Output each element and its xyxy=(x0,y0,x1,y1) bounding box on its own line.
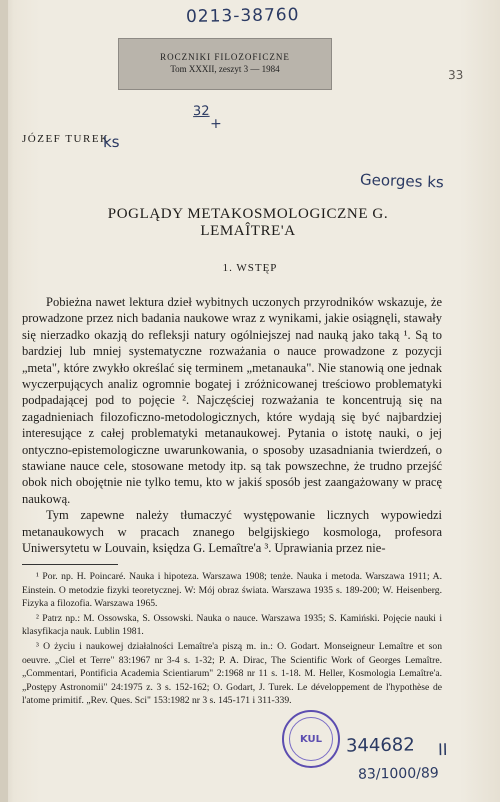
handwritten-plus-mark: + xyxy=(209,115,222,133)
handwritten-author-mark: ks xyxy=(102,132,120,152)
handwritten-page-number: 32 xyxy=(192,103,210,120)
footnotes xyxy=(22,570,442,708)
footnote-rule xyxy=(22,564,118,565)
journal-header-box xyxy=(118,38,332,90)
handwritten-accession-number: 83/1000/89 xyxy=(357,765,439,783)
paragraph: Pobieżna nawet lektura dzieł wybitnych uczonych przyrodników wskazuje, że prowadzone przez nich badania naukowe wraz z wynikami, jakie osiągnęli, stawały się nierzadko okazją do refleksji natury ogólniejszej nad nauką jako taką ¹. Są to bardziej lub mniej systematyczne rozważania o nauce prowadzone z pozycji „meta", które zwykło określać się terminem „metanauka". Nie stanowią one jednak wyczerpujących analiz ogromnie bogatej i zróżnicowanej treściowo problematyki podpadającej pod to pojęcie ². Najczęściej rozważania te koncentrują się na zagadnieniach filozoficzno-metodologicznych, które wydają się być najbardziej interesujące z całej problematyki metanaukowej. Pytania o istotę nauki, o jej ontyczno-epistemologiczne uwarunkowania, o sposoby uzasadniania twierdzeń, o stawiane nauce cele, stosowane metody itp. są tak powszechne, że trudno przejść obok nich obojętnie nie tylko temu, kto w jakiś sposób jest zaangażowany w pracę naukową. xyxy=(22,295,442,506)
journal-issue: Tom XXXII, zeszyt 3 — 1984 xyxy=(170,64,280,74)
journal-name: ROCZNIKI FILOZOFICZNE xyxy=(160,52,290,62)
handwritten-name-note: Georges ks xyxy=(359,170,445,192)
article-author: JÓZEF TUREK xyxy=(22,133,110,145)
footnote: ¹ Por. np. H. Poincaré. Nauka i hipoteza. Warszawa 1908; tenże. Nauka i metoda. Warszawa 1911; A. Einstein. O metodzie fizyki teoretycznej. W: Mój obraz świata. Warszawa 1935 s. 189-200; W. Heisenberg. Fizyka a filozofia. Warszawa 1965. xyxy=(22,571,442,610)
margin-page-mark: 33 xyxy=(447,67,464,83)
stamp-text: KUL xyxy=(299,733,323,745)
paragraph: Tym zapewne należy tłumaczyć występowanie licznych wypowiedzi metanaukowych w pracach znanego belgijskiego kosmologa, profesora Uniwersytetu w Louvain, księdza G. Lemaître'a ³. Uprawiania przez nie- xyxy=(22,508,442,556)
handwritten-inventory-number: 344682 xyxy=(345,734,415,757)
footnote: ² Patrz np.: M. Ossowska, S. Ossowski. Nauka o nauce. Warszawa 1935; S. Kamiński. Pojęcie nauki i klasyfikacja nauk. Lublin 1981. xyxy=(22,612,442,638)
handwritten-shelf-mark: II xyxy=(437,739,448,760)
section-heading: 1. WSTĘP xyxy=(222,262,278,274)
binding-edge xyxy=(0,0,8,802)
handwritten-call-number: 0213-38760 xyxy=(185,5,300,27)
library-stamp xyxy=(282,710,340,768)
footnote: ³ O życiu i naukowej działalności Lemaître'a piszą m. in.: O. Godart. Monseigneur Lemaître et son oeuvre. „Ciel et Terre" 83:1967 nr 3-4 s. 1-32; P. A. Dirac, The Scientific Work of Georges Lemaître. „Commentari, Pontificia Academia Scientiarum" 2:1968 nr 11 s. 1-18. M. Heller, Kosmologia Lemaître'a. „Postępy Astronomii" 24:1975 z. 3 s. 152-162; O. Godart, J. Turek. Le développement de l'hypothèse de l'atome primitif. „Rev. Ques. Sci" 153:1982 nr 3 s. 145-171 i 311-339. xyxy=(22,640,442,707)
article-title: POGLĄDY METAKOSMOLOGICZNE G. LEMAÎTRE'A xyxy=(107,206,389,239)
body-text xyxy=(22,294,442,557)
